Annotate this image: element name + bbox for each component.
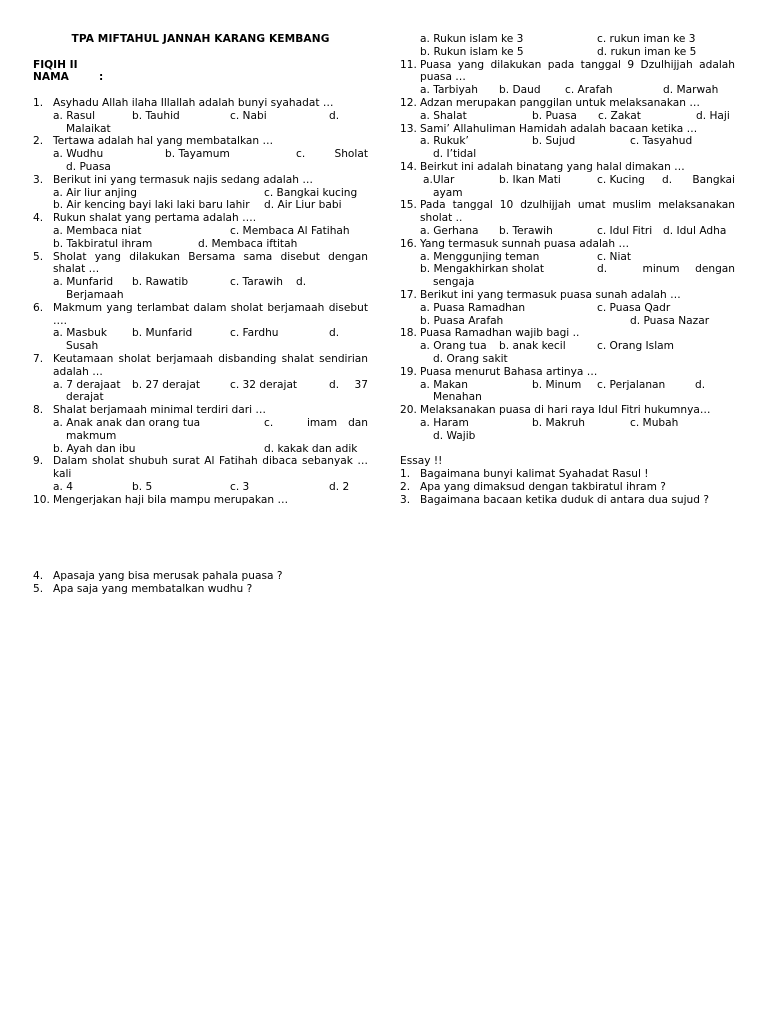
essay-item-4: 4. Apasaja yang bisa merusak pahala puasa ? <box>33 570 283 583</box>
name-colon: : <box>99 71 104 84</box>
left-column <box>33 33 368 596</box>
question-6: 6. Makmum yang terlambat dalam sholat berjamaah disebut …. <box>33 301 368 327</box>
question-17: 17. Berikut ini yang termasuk puasa sunah adalah … <box>400 288 681 301</box>
question-18: 18. Puasa Ramadhan wajib bagi .. <box>400 327 580 340</box>
question-19: 19. Puasa menurut Bahasa artinya … <box>400 365 598 378</box>
question-4-options: a. Membaca niat c. Membaca Al Fatihah b. Takbiratul ihram d. Membaca iftitah <box>53 224 350 250</box>
question-7-options: a. 7 derajaat b. 27 derajat c. 32 derajat d. 37 derajat <box>53 378 368 404</box>
question-8-options: a. Anak anak dan orang tua c. imam dan makmum b. Ayah dan ibu d. kakak dan adik <box>53 416 368 455</box>
question-11-options: a. Tarbiyah b. Daud c. Arafah d. Marwah <box>420 84 719 97</box>
question-1-options: a. Rasul b. Tauhid c. Nabi d. Malaikat <box>53 109 340 135</box>
essay-item-2: 2. Apa yang dimaksud dengan takbiratul ihram ? <box>400 480 666 493</box>
name-label: NAMA <box>33 71 69 84</box>
question-1: 1. Asyhadu Allah ilaha Illallah adalah bunyi syahadat … <box>33 96 334 109</box>
question-3: 3. Berikut ini yang termasuk najis sedang adalah … <box>33 173 313 186</box>
question-13-options: a. Rukuk’ b. Sujud c. Tasyahud d. I’tidal <box>420 135 693 161</box>
question-19-options: a. Makan b. Minum c. Perjalanan d. Menahan <box>420 378 706 404</box>
question-20-options: a. Haram b. Makruh c. Mubah d. Wajib <box>420 416 679 442</box>
name-label-row <box>33 71 368 84</box>
question-15: 15. Pada tanggal 10 dzulhijjah umat muslim melaksanakan sholat .. <box>400 199 735 225</box>
question-5: 5. Sholat yang dilakukan Bersama sama disebut dengan shalat … <box>33 250 368 276</box>
question-10: 10. Mengerjakan haji bila mampu merupakan … <box>33 493 289 506</box>
essay-item-5: 5. Apa saja yang membatalkan wudhu ? <box>33 583 253 596</box>
question-8: 8. Shalat berjamaah minimal terdiri dari … <box>33 404 266 417</box>
question-2-options: a. Wudhu b. Tayamum c. Sholat d. Puasa <box>53 148 368 173</box>
question-16-options: a. Menggunjing teman c. Niat b. Mengakhirkan sholat d. minum dengan sengaja <box>420 250 735 289</box>
question-15-options: a. Gerhana b. Terawih c. Idul Fitri d. Idul Adha <box>420 224 727 237</box>
question-16: 16. Yang termasuk sunnah puasa adalah … <box>400 237 630 250</box>
question-17-options: a. Puasa Ramadhan c. Puasa Qadr b. Puasa Arafah d. Puasa Nazar <box>420 301 710 327</box>
question-9-options: a. 4 b. 5 c. 3 d. 2 <box>53 480 350 493</box>
school-title: TPA MIFTAHUL JANNAH KARANG KEMBANG <box>71 33 330 45</box>
question-20: 20. Melaksanakan puasa di hari raya Idul Fitri hukumnya… <box>400 404 711 417</box>
question-6-options: a. Masbuk b. Munfarid c. Fardhu d. Susah <box>53 327 340 353</box>
question-5-options: a. Munfarid b. Rawatib c. Tarawih d. Berjamaah <box>53 276 307 301</box>
question-11: 11. Puasa yang dilakukan pada tanggal 9 Dzulhijjah adalah puasa … <box>400 58 735 84</box>
question-7: 7. Keutamaan sholat berjamaah disbanding shalat sendirian adalah … <box>33 352 368 378</box>
question-13: 13. Sami’ Allahuliman Hamidah adalah bacaan ketika … <box>400 122 698 135</box>
question-3-options: a. Air liur anjing c. Bangkai kucing b. Air kencing bayi laki laki baru lahir d. Air Liur babi <box>53 186 358 212</box>
essay-title: Essay !! <box>400 455 443 468</box>
essay-item-3: 3. Bagaimana bacaan ketika duduk di antara dua sujud ? <box>400 493 709 506</box>
essay-item-1: 1. Bagaimana bunyi kalimat Syahadat Rasul ! <box>400 468 649 481</box>
right-column <box>400 33 735 506</box>
question-2: 2. Tertawa adalah hal yang membatalkan … <box>33 135 274 148</box>
question-18-options: a. Orang tua b. anak kecil c. Orang Islam d. Orang sakit <box>420 340 674 365</box>
question-14: 14. Beirkut ini adalah binatang yang halal dimakan … <box>400 160 685 173</box>
question-12-options: a. Shalat b. Puasa c. Zakat d. Haji <box>420 109 730 122</box>
question-12: 12. Adzan merupakan panggilan untuk melaksanakan … <box>400 96 700 109</box>
subject-label: FIQIH II <box>33 58 78 71</box>
question-9: 9. Dalam sholat shubuh surat Al Fatihah dibaca sebanyak … kali <box>33 455 368 481</box>
question-10-options: a. Rukun islam ke 3 c. rukun iman ke 3 b. Rukun islam ke 5 d. rukun iman ke 5 <box>420 33 697 58</box>
question-14-options: a.Ular b. Ikan Mati c. Kucing d. Bangkai ayam <box>423 173 735 199</box>
question-4: 4. Rukun shalat yang pertama adalah …. <box>33 212 257 225</box>
